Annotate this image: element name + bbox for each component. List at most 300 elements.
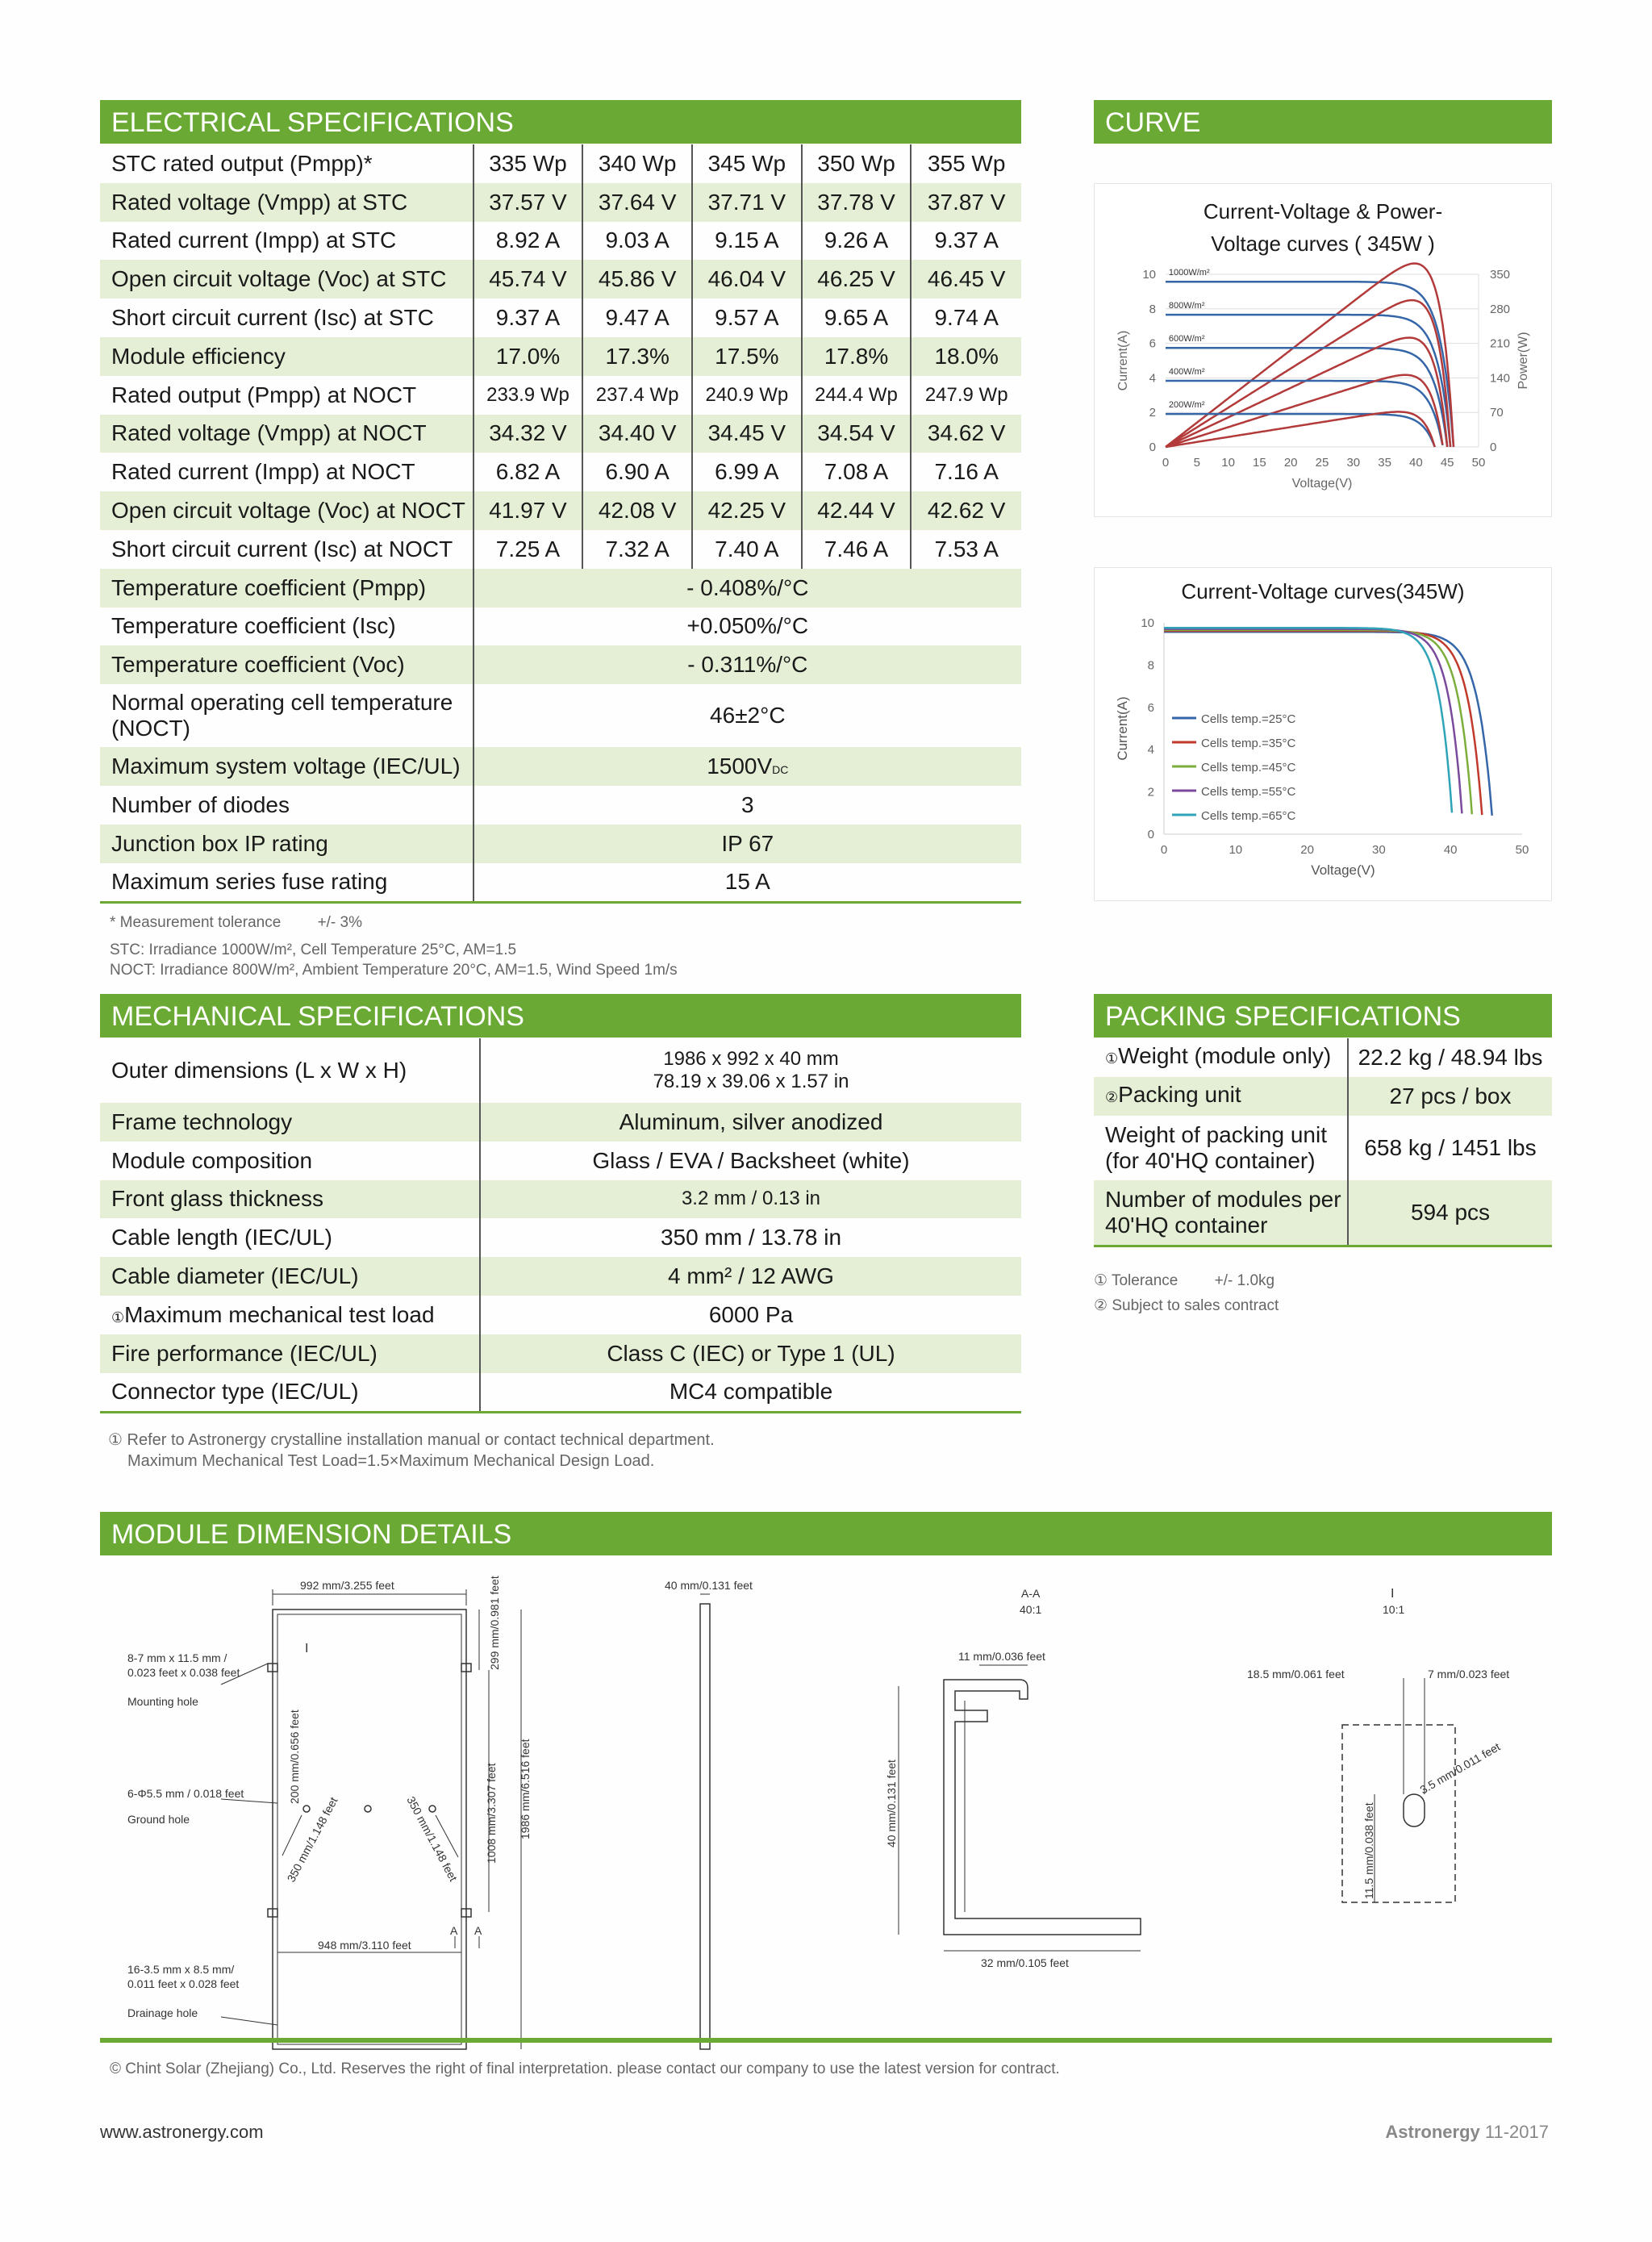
iv-temp-chart-panel [1094,567,1552,901]
x-tick-label: 25 [1315,456,1329,470]
cell-value: 244.4 Wp [802,376,912,415]
cell-value: 37.87 V [911,183,1021,222]
iv-series-line [1166,282,1454,447]
cell-value [480,1257,1021,1296]
y2-tick-label: 140 [1490,371,1511,386]
x-tick-label: 35 [1378,456,1391,470]
cell-value: 34.40 V [582,415,692,453]
value-subscript: DC [772,763,789,777]
cell-value: 9.03 A [582,222,692,261]
drainage-hole-label: Drainage hole [127,2006,198,2019]
label-text: Cable diameter (IEC/UL) [111,1263,359,1289]
cell-value: 9.26 A [802,222,912,261]
note-marker: ① [108,1431,123,1449]
cell-value [473,607,1021,646]
row-label: Maximum series fuse rating [100,863,473,903]
y-tick-label: 10 [1142,268,1156,282]
table-row [100,1296,1021,1334]
y2-tick-label: 280 [1490,302,1511,316]
label-text: Module composition [111,1147,313,1173]
label-text: Weight (module only) [1118,1043,1332,1069]
y2-tick-label: 0 [1490,440,1497,454]
cell-value [473,825,1021,863]
cell-value: 18.0% [911,337,1021,376]
dim-frame-thickness: 40 mm/0.131 feet [665,1579,753,1592]
value-text: Aluminum, silver anodized [619,1108,883,1134]
cell-value [480,1334,1021,1373]
detail-mark: I [305,1642,309,1655]
brand-date [1385,2122,1549,2143]
cell-value [480,1103,1021,1142]
value-text: 3 [741,791,754,817]
cell-value [480,1296,1021,1334]
cell-value [480,1218,1021,1257]
table-row [1094,1116,1552,1180]
value-text: 6000 Pa [708,1301,794,1327]
website-link[interactable]: www.astronergy.com [100,2122,264,2142]
cell-value: 7.53 A [934,536,999,562]
iv-pv-chart [1095,184,1551,516]
side-view [700,1604,710,2049]
iv-series-line [1166,414,1435,447]
cell-value [473,863,1021,903]
module-dimension-header: MODULE DIMENSION DETAILS [100,1512,1552,1555]
brand-logo: Astronergy [1385,2122,1480,2142]
row-label [100,1257,480,1296]
value-text: 350 mm / 13.78 in [660,1225,842,1250]
cell-value [480,1373,1021,1413]
y-tick-label: 0 [1147,828,1154,841]
cell-value: 9.37 A [934,228,999,253]
noct-note: NOCT: Irradiance 800W/m², Ambient Temperature 20°C, AM=1.5, Wind Speed 1m/s [110,962,678,979]
x-tick-label: 40 [1409,456,1423,470]
row-label: Module efficiency [100,337,473,376]
value-text: IP 67 [721,830,774,856]
legend-label: Cells temp.=25°C [1201,712,1296,726]
table-row [100,183,1021,222]
tolerance-label: * Measurement tolerance [110,914,282,931]
packing-specs-table [1094,1038,1552,1247]
cell-value: 7.46 A [802,530,912,569]
row-label: Temperature coefficient (Isc) [100,607,473,646]
row-label [1094,1116,1348,1180]
chart1-title: Current-Voltage & Power-Voltage curves ( 345W ) [1203,199,1443,256]
curve-header: CURVE [1094,100,1552,144]
frame-section [944,1680,1141,1935]
table-row [100,453,1021,491]
cell-value: 42.25 V [692,491,802,530]
cell-value: 34.54 V [802,415,912,453]
label-text: Weight of packing unit [1105,1121,1327,1147]
row-label: Junction box IP rating [100,825,473,863]
y2-axis-label: Power(W) [1516,332,1530,390]
cell-value: 7.08 A [802,453,912,491]
value-text: 1986 x 992 x 40 mm [663,1048,839,1070]
y-tick-label: 8 [1149,302,1156,316]
cell-value: 7.32 A [582,530,692,569]
cell-value [480,1038,1021,1103]
table-row [100,1103,1021,1142]
table-row [100,684,1021,747]
table-row [1094,1180,1552,1246]
value-text: - 0.311%/°C [687,652,808,678]
y2-tick-label: 210 [1490,336,1511,351]
table-row [100,260,1021,299]
y-tick-label: 0 [1149,440,1156,454]
table-row [100,1257,1021,1296]
value-text: 1500V [707,754,773,779]
cell-value: 42.44 V [802,491,912,530]
label-text: Packing unit [1118,1082,1241,1108]
x-tick-label: 10 [1221,456,1235,470]
cell-value: 17.0% [473,337,583,376]
value-text: Class C (IEC) or Type 1 (UL) [607,1340,895,1366]
row-label: STC rated output (Pmpp)* [100,144,473,183]
cell-value: 247.9 Wp [924,383,1008,406]
iv-series-line [1166,348,1447,447]
x-tick-label: 5 [1193,456,1200,470]
aa-title: A-A [1021,1587,1041,1600]
cell-value: 6.99 A [692,453,802,491]
row-label [100,1038,480,1103]
table-row [100,825,1021,863]
aa-scale: 40:1 [1020,1603,1042,1616]
cell-value: 9.37 A [473,299,583,337]
label-text: Number of modules per [1105,1186,1341,1212]
cell-value: 658 kg / 1451 lbs [1364,1134,1537,1160]
row-label [100,1142,480,1180]
electrical-specs-header: ELECTRICAL SPECIFICATIONS [100,100,1021,144]
cell-value: 34.62 V [911,415,1021,453]
tolerance-value: +/- 3% [317,914,363,931]
table-row [100,299,1021,337]
legend-label: Cells temp.=55°C [1201,785,1296,799]
mechanical-specs-header: MECHANICAL SPECIFICATIONS [100,994,1021,1037]
note-marker: ② [1105,1089,1119,1106]
x-tick-label: 40 [1443,843,1458,857]
table-row [100,786,1021,825]
mechanical-specs-table [100,1038,1021,1413]
row-label: Temperature coefficient (Pmpp) [100,569,473,607]
series-label: 800W/m² [1168,301,1205,311]
iv-temp-chart [1095,568,1551,900]
row-label: Number of diodes [100,786,473,825]
dim-length: 1986 mm/6.516 feet [519,1739,532,1839]
cell-value [473,569,1021,607]
series-label: 200W/m² [1168,400,1205,411]
doc-date: 11-2017 [1484,2122,1549,2142]
cell-value: 37.64 V [582,183,692,222]
row-label [100,1334,480,1373]
row-label [1094,1077,1348,1116]
cell-value: 45.74 V [473,260,583,299]
value-text: 15 A [724,869,770,895]
label-text: Maximum mechanical test load [124,1301,435,1327]
dim-cable-left: 350 mm/1.148 feet [284,1794,340,1885]
cell-value: 34.45 V [692,415,802,453]
series-label: 1000W/m² [1168,268,1210,278]
dim-mount-hole-size2: 0.023 feet x 0.038 feet [127,1666,240,1679]
iv-pv-chart-panel [1094,183,1552,517]
label-text: Fire performance (IEC/UL) [111,1340,378,1366]
cell-value [480,1142,1021,1180]
label-text-2: (for 40'HQ container) [1105,1147,1316,1173]
value-text: - 0.408%/°C [686,574,809,600]
dim-hole-200: 200 mm/0.656 feet [288,1710,301,1804]
table-row [100,1038,1021,1103]
cell-value: 9.74 A [934,305,999,331]
cell-value: 9.57 A [692,299,802,337]
tolerance-value: +/- 1.0kg [1214,1272,1275,1289]
row-label [1094,1038,1348,1077]
y2-tick-label: 70 [1490,406,1504,420]
x-tick-label: 10 [1229,843,1243,857]
row-label [100,1373,480,1413]
cell-value: 45.86 V [582,260,692,299]
x-tick-label: 0 [1162,456,1170,470]
section-mark-a: A [450,1924,458,1937]
table-row [100,491,1021,530]
legend-label: Cells temp.=65°C [1201,809,1296,823]
row-label [100,1296,480,1334]
x-tick-label: 50 [1471,456,1486,470]
module-dimension-drawing [100,1557,1552,2065]
pv-series-line [1166,338,1447,448]
copyright-text: © Chint Solar (Zhejiang) Co., Ltd. Reserves the right of final interpretation. please contact our company to use the latest version for contract. [110,2060,1060,2077]
sales-contract-note: Subject to sales contract [1112,1297,1279,1314]
y-tick-label: 10 [1141,616,1154,630]
tolerance-label: Tolerance [1111,1272,1179,1289]
module-outline [273,1609,466,2049]
cell-value: 237.4 Wp [582,376,692,415]
dimension-labels [127,1576,1509,2019]
note-marker: ② [1094,1297,1108,1314]
y-axis-label: Current(A) [1116,330,1130,391]
footer-divider [100,2038,1552,2043]
dim-drain-size: 16-3.5 mm x 8.5 mm/ [127,1963,235,1976]
packing-note-2 [1094,1296,1279,1315]
stc-note: STC: Irradiance 1000W/m², Cell Temperature 25°C, AM=1.5 [110,941,517,958]
label-text: Frame technology [111,1108,293,1134]
value-text: MC4 compatible [669,1379,833,1405]
pv-series-line [1166,411,1435,447]
row-label: Open circuit voltage (Voc) at STC [100,260,473,299]
table-row [100,1180,1021,1219]
table-row [100,747,1021,786]
table-row [100,337,1021,376]
label-text: Cable length (IEC/UL) [111,1225,332,1250]
dim-width-top: 992 mm/3.255 feet [300,1579,394,1592]
row-label: Normal operating cell temperature (NOCT) [100,684,473,747]
note-marker: ① [111,1309,125,1326]
cell-value: 46.45 V [911,260,1021,299]
y-tick-label: 4 [1149,371,1156,386]
dim-cable-right: 350 mm/1.148 feet [404,1793,461,1884]
cell-value: 34.32 V [473,415,583,453]
cell-value: 22.2 kg / 48.94 lbs [1358,1044,1543,1070]
cell-value: 7.25 A [473,530,583,569]
value-text: Glass / EVA / Backsheet (white) [592,1147,910,1173]
row-label: Rated current (Impp) at STC [100,222,473,261]
cell-value: 335 Wp [473,144,583,183]
cell-value: 233.9 Wp [473,376,583,415]
i-right: 7 mm/0.023 feet [1428,1668,1510,1680]
cell-value: 37.78 V [802,183,912,222]
cell-value: 9.65 A [802,299,912,337]
row-label: Short circuit current (Isc) at NOCT [100,530,473,569]
table-row [100,863,1021,903]
legend-label: Cells temp.=45°C [1201,761,1296,774]
cell-value: 42.08 V [582,491,692,530]
table-row [100,415,1021,453]
cell-value: 7.16 A [934,459,999,485]
ground-hole-label: Ground hole [127,1813,190,1826]
table-row [100,607,1021,646]
i-left: 18.5 mm/0.061 feet [1247,1668,1345,1680]
i-height: 11.5 mm/0.038 feet [1362,1802,1375,1899]
cell-value: 41.97 V [473,491,583,530]
cell-value: 6.90 A [582,453,692,491]
row-label [100,1103,480,1142]
legend-label: Cells temp.=35°C [1201,737,1296,750]
label-text: Front glass thickness [111,1186,323,1212]
y-tick-label: 8 [1147,658,1154,673]
series-label: 600W/m² [1168,334,1205,344]
value-text: 46±2°C [710,703,786,729]
row-label [1094,1180,1348,1246]
table-row [1094,1038,1552,1077]
cell-value: 27 pcs / box [1348,1077,1552,1116]
dim-top-to-hole: 299 mm/0.981 feet [488,1576,501,1670]
y-tick-label: 4 [1147,743,1154,758]
mounting-hole-label: Mounting hole [127,1695,198,1708]
cell-value: 46.25 V [802,260,912,299]
cell-value: 6.82 A [473,453,583,491]
y-tick-label: 6 [1149,336,1156,351]
x-axis-label: Voltage(V) [1311,862,1375,878]
table-row [100,645,1021,684]
dim-ground-size: 6-Φ5.5 mm / 0.018 feet [127,1787,244,1800]
dim-hole-spacing: 1008 mm/3.307 feet [485,1763,498,1864]
y-tick-label: 2 [1147,785,1154,800]
x-tick-label: 20 [1300,843,1314,857]
row-label: Rated current (Impp) at NOCT [100,453,473,491]
aa-top: 11 mm/0.036 feet [958,1650,1045,1663]
value-text-imperial: 78.19 x 39.06 x 1.57 in [653,1071,849,1092]
table-row [100,222,1021,261]
x-tick-label: 20 [1283,456,1298,470]
cell-value [473,786,1021,825]
value-text: +0.050%/°C [686,613,809,639]
cell-value: 9.47 A [582,299,692,337]
row-label: Open circuit voltage (Voc) at NOCT [100,491,473,530]
label-text: Connector type (IEC/UL) [111,1379,359,1405]
detail-i-box [1342,1725,1455,1902]
electrical-specs-table [100,144,1021,904]
table-row [100,530,1021,569]
cell-value: 17.3% [582,337,692,376]
x-tick-label: 50 [1515,843,1529,857]
row-label: Rated voltage (Vmpp) at STC [100,183,473,222]
table-row [100,1142,1021,1180]
label-text: Outer dimensions (L x W x H) [111,1058,407,1083]
dim-inner-width: 948 mm/3.110 feet [318,1939,411,1952]
i-radius: 3.5 mm/0.011 feet [1417,1739,1503,1797]
table-row [100,144,1021,183]
table-row [100,1218,1021,1257]
cell-value: 46.04 V [692,260,802,299]
cell-value: 9.15 A [692,222,802,261]
packing-specs-header: PACKING SPECIFICATIONS [1094,994,1552,1037]
cell-value: 37.57 V [473,183,583,222]
cell-value: 350 Wp [802,144,912,183]
x-tick-label: 15 [1253,456,1266,470]
row-label: Maximum system voltage (IEC/UL) [100,747,473,786]
cell-value: 8.92 A [473,222,583,261]
mechanical-note-2: Maximum Mechanical Test Load=1.5×Maximum Mechanical Design Load. [127,1452,655,1470]
table-row [100,1334,1021,1373]
cell-value: 340 Wp [582,144,692,183]
aa-bottom: 32 mm/0.105 feet [981,1956,1069,1969]
cell-value [473,747,1021,786]
x-tick-label: 30 [1372,843,1386,857]
row-label: Rated output (Pmpp) at NOCT [100,376,473,415]
note-marker: ① [1105,1050,1119,1067]
row-label [100,1180,480,1219]
mechanical-note-1: Refer to Astronergy crystalline installation manual or contact technical department. [127,1431,715,1449]
table-row [100,1373,1021,1413]
measurement-tolerance-note [110,914,362,932]
x-axis-label: Voltage(V) [1291,477,1353,491]
note-marker: ① [1094,1272,1108,1289]
aa-height: 40 mm/0.131 feet [885,1760,898,1847]
cell-value: 42.62 V [911,491,1021,530]
y2-tick-label: 350 [1490,268,1511,282]
label-text-2: 40'HQ container [1105,1212,1268,1238]
y-axis-label: Current(A) [1115,696,1130,761]
section-mark-a2: A [474,1924,482,1937]
series-label: 400W/m² [1168,367,1205,378]
x-tick-label: 0 [1160,843,1168,857]
table-row [1094,1077,1552,1116]
value-text: 4 mm² / 12 AWG [668,1263,834,1289]
chart2-title: Current-Voltage curves(345W) [1181,579,1465,603]
y-tick-label: 6 [1147,700,1154,715]
value-text: 3.2 mm / 0.13 in [681,1188,821,1210]
cell-value: 355 Wp [927,150,1006,176]
table-row [100,569,1021,607]
cell-value [473,645,1021,684]
cell-value: 345 Wp [692,144,802,183]
row-label: Short circuit current (Isc) at STC [100,299,473,337]
cell-value: 7.40 A [692,530,802,569]
dim-drain-size2: 0.011 feet x 0.028 feet [127,1977,240,1990]
cell-value [480,1180,1021,1219]
i-title: I [1391,1587,1395,1601]
cell-value: 17.8% [802,337,912,376]
cell-value: 17.5% [692,337,802,376]
packing-note-1 [1094,1271,1274,1290]
cell-value: 594 pcs [1348,1180,1552,1246]
mechanical-note [108,1430,715,1472]
table-row [100,376,1021,415]
row-label: Rated voltage (Vmpp) at NOCT [100,415,473,453]
row-label [100,1218,480,1257]
i-scale: 10:1 [1383,1603,1405,1616]
cell-value: 240.9 Wp [692,376,802,415]
dim-mount-hole-size: 8-7 mm x 11.5 mm / [127,1651,227,1664]
x-tick-label: 45 [1440,456,1454,470]
